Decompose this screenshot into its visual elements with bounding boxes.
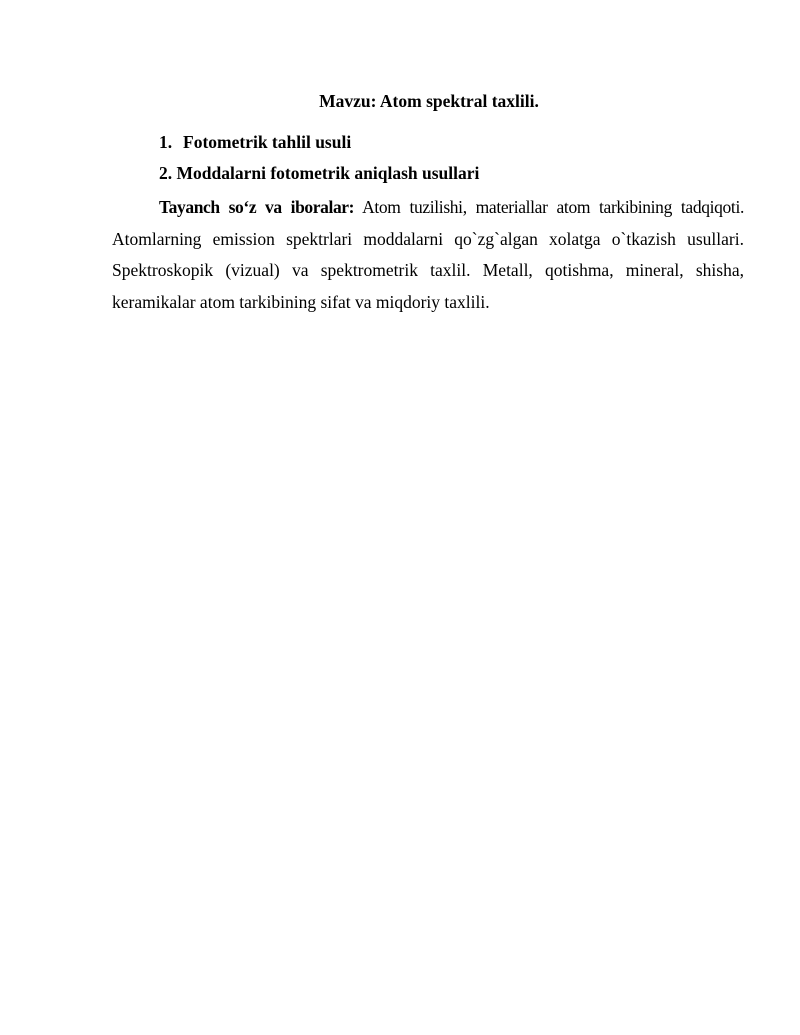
- outline-item-number: 2.: [159, 163, 173, 183]
- keywords-text-first: Atom tuzilishi, materiallar atom tarkibining tadqiqoti.: [354, 197, 744, 217]
- outline-item-1: [159, 130, 351, 154]
- outline-item-2: [159, 161, 479, 185]
- keywords-paragraph: [112, 192, 744, 318]
- page-title: Mavzu: Atom spektral taxlili.: [319, 91, 539, 111]
- keywords-text-rest: Atomlarning emission spektrlari moddalarni qo`zg`algan xolatga o`tkazish usullari. Spektroskopik (vizual) va spektrometrik taxlil. Metall, qotishma, mineral, shisha, keramikalar atom tarkibining sifat va miqdoriy taxlili.: [112, 228, 744, 312]
- outline-item-number: 1.: [159, 132, 173, 152]
- keywords-label: Tayanch so‘z va iboralar:: [159, 197, 355, 217]
- outline-item-text: Fotometrik tahlil usuli: [183, 132, 352, 152]
- outline-item-text: Moddalarni fotometrik aniqlash usullari: [176, 163, 480, 183]
